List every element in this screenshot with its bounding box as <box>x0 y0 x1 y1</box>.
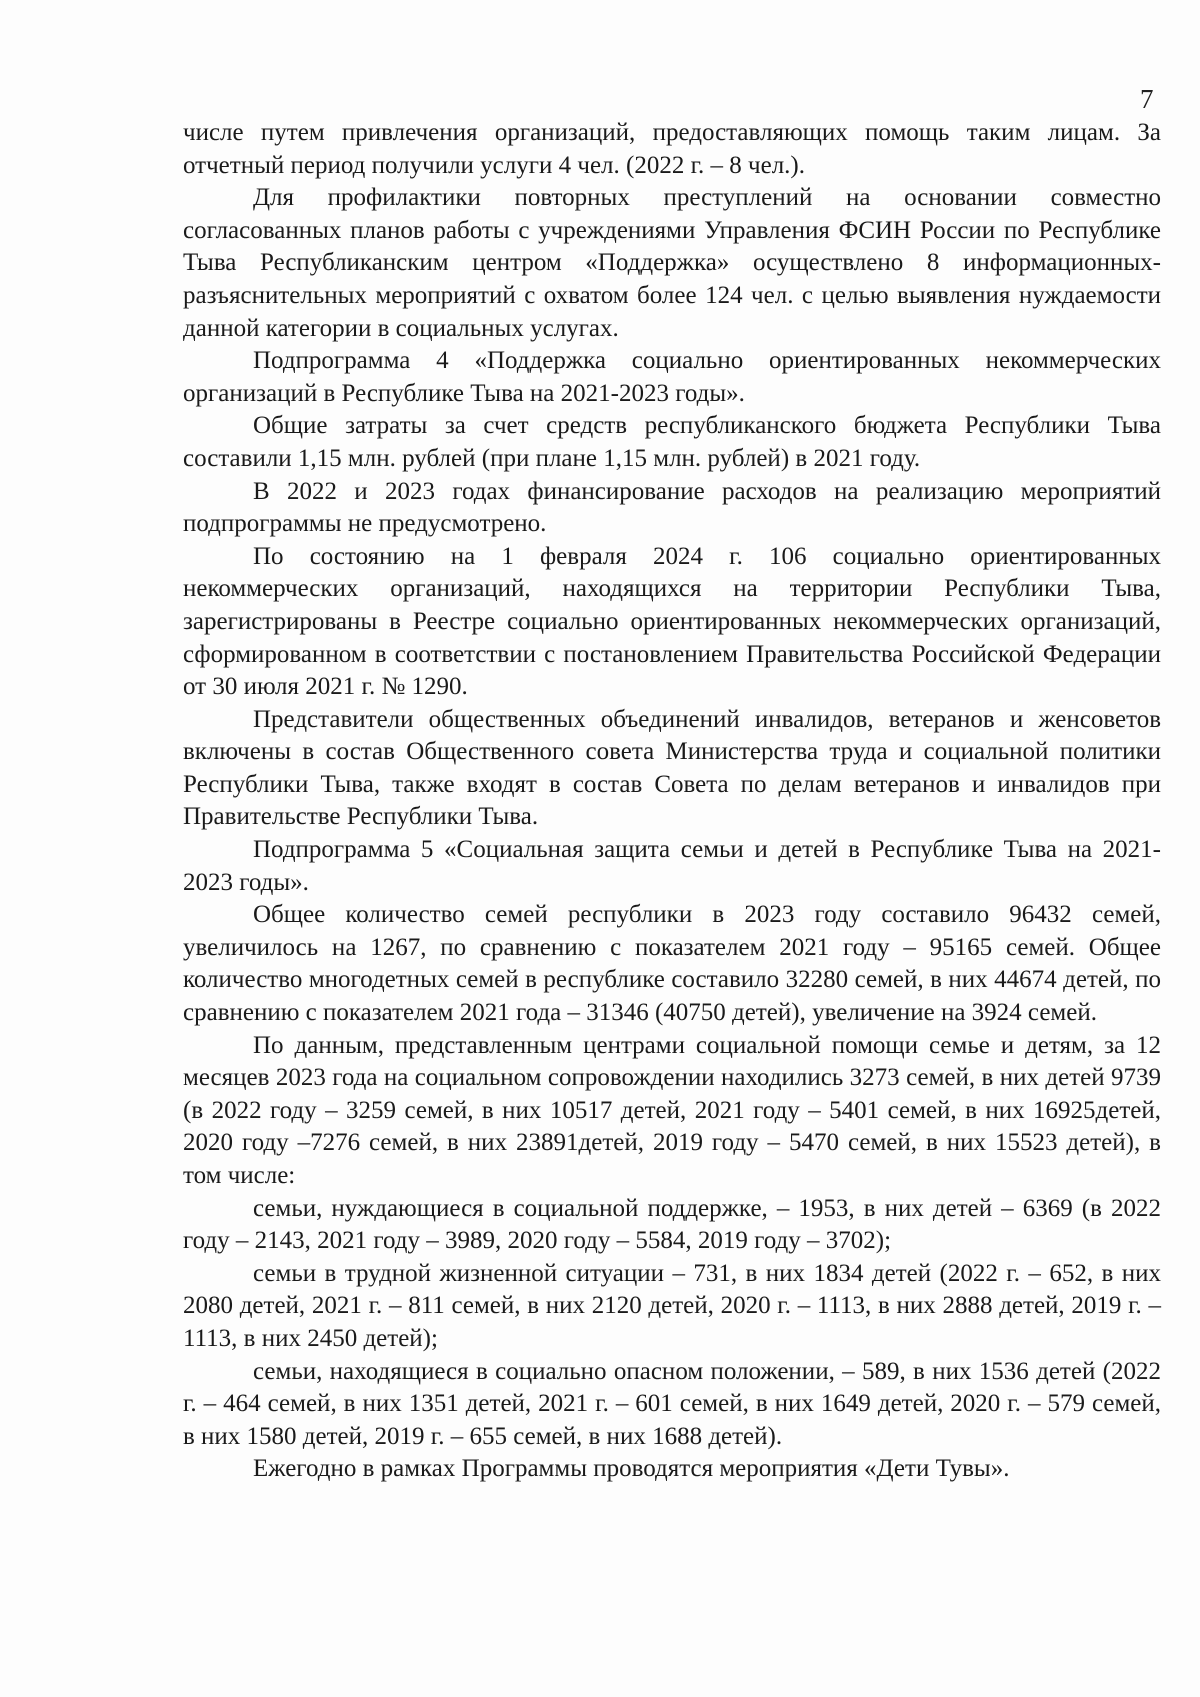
paragraph: В 2022 и 2023 годах финансирование расходов на реализацию мероприятий подпрограммы не предусмотрено. <box>183 477 1161 538</box>
document-body <box>183 117 1161 1486</box>
paragraph: семьи, нуждающиеся в социальной поддержке, – 1953, в них детей – 6369 (в 2022 году – 2143, 2021 году – 3989, 2020 году – 5584, 2019 году – 3702); <box>183 1194 1161 1255</box>
paragraph: По состоянию на 1 февраля 2024 г. 106 социально ориентированных некоммерческих организаций, находящихся на территории Республики Тыва, зарегистрированы в Реестре социально ориентированных некоммерческих организаций, сформированном в соответствии с постановлением Правительства Российской Федерации от 30 июля 2021 г. № 1290. <box>183 542 1161 701</box>
paragraph: Подпрограмма 4 «Поддержка социально ориентированных некоммерческих организаций в Республике Тыва на 2021-2023 годы». <box>183 347 1161 407</box>
page-number: 7 <box>1140 84 1154 114</box>
paragraph: Для профилактики повторных преступлений на основании совместно согласованных планов работы с учреждениями Управления ФСИН России по Республике Тыва Республиканским центром «Поддержка» осуществлено 8 информационных-разъяснительных мероприятий с охватом более 124 чел. с целью выявления нуждаемости данной категории в социальных услугах. <box>183 184 1161 342</box>
paragraph: семьи в трудной жизненной ситуации – 731, в них 1834 детей (2022 г. – 652, в них 2080 детей, 2021 г. – 811 семей, в них 2120 детей, 2020 г. – 1113, в них 2888 детей, 2019 г. –1113, в них 2450 детей); <box>183 1259 1161 1352</box>
paragraph: Общее количество семей республики в 2023 году составило 96432 семей, увеличилось на 1267, по сравнению с показателем 2021 году – 95165 семей. Общее количество многодетных семей в республике составило 32280 семей, в них 44674 детей, по сравнению с показателем 2021 года – 31346 (40750 детей), увеличение на 3924 семей. <box>183 901 1161 1027</box>
paragraph: Общие затраты за счет средств республиканского бюджета Республики Тыва составили 1,15 млн. рублей (при плане 1,15 млн. рублей) в 2021 году. <box>183 412 1161 472</box>
paragraph: Представители общественных объединений инвалидов, ветеранов и женсоветов включены в состав Общественного совета Министерства труда и социальной политики Республики Тыва, также входят в состав Совета по делам ветеранов и инвалидов при Правительстве Республики Тыва. <box>183 705 1161 831</box>
paragraph: числе путем привлечения организаций, предоставляющих помощь таким лицам. За отчетный период получили услуги 4 чел. (2022 г. – 8 чел.). <box>183 119 1161 179</box>
paragraph: семьи, находящиеся в социально опасном положении, – 589, в них 1536 детей (2022 г. – 464 семей, в них 1351 детей, 2021 г. – 601 семей, в них 1649 детей, 2020 г. – 579 семей, в них 1580 детей, 2019 г. – 655 семей, в них 1688 детей). <box>183 1357 1161 1450</box>
paragraph: Ежегодно в рамках Программы проводятся мероприятия «Дети Тувы». <box>253 1455 1010 1483</box>
paragraph: Подпрограмма 5 «Социальная защита семьи и детей в Республике Тыва на 2021-2023 годы». <box>183 836 1161 896</box>
paragraph: По данным, представленным центрами социальной помощи семье и детям, за 12 месяцев 2023 года на социальном сопровождении находились 3273 семей, в них детей 9739 (в 2022 году – 3259 семей, в них 10517 детей, 2021 году – 5401 семей, в них 16925детей, 2020 году –7276 семей, в них 23891детей, 2019 году – 5470 семей, в них 15523 детей), в том числе: <box>183 1031 1161 1189</box>
